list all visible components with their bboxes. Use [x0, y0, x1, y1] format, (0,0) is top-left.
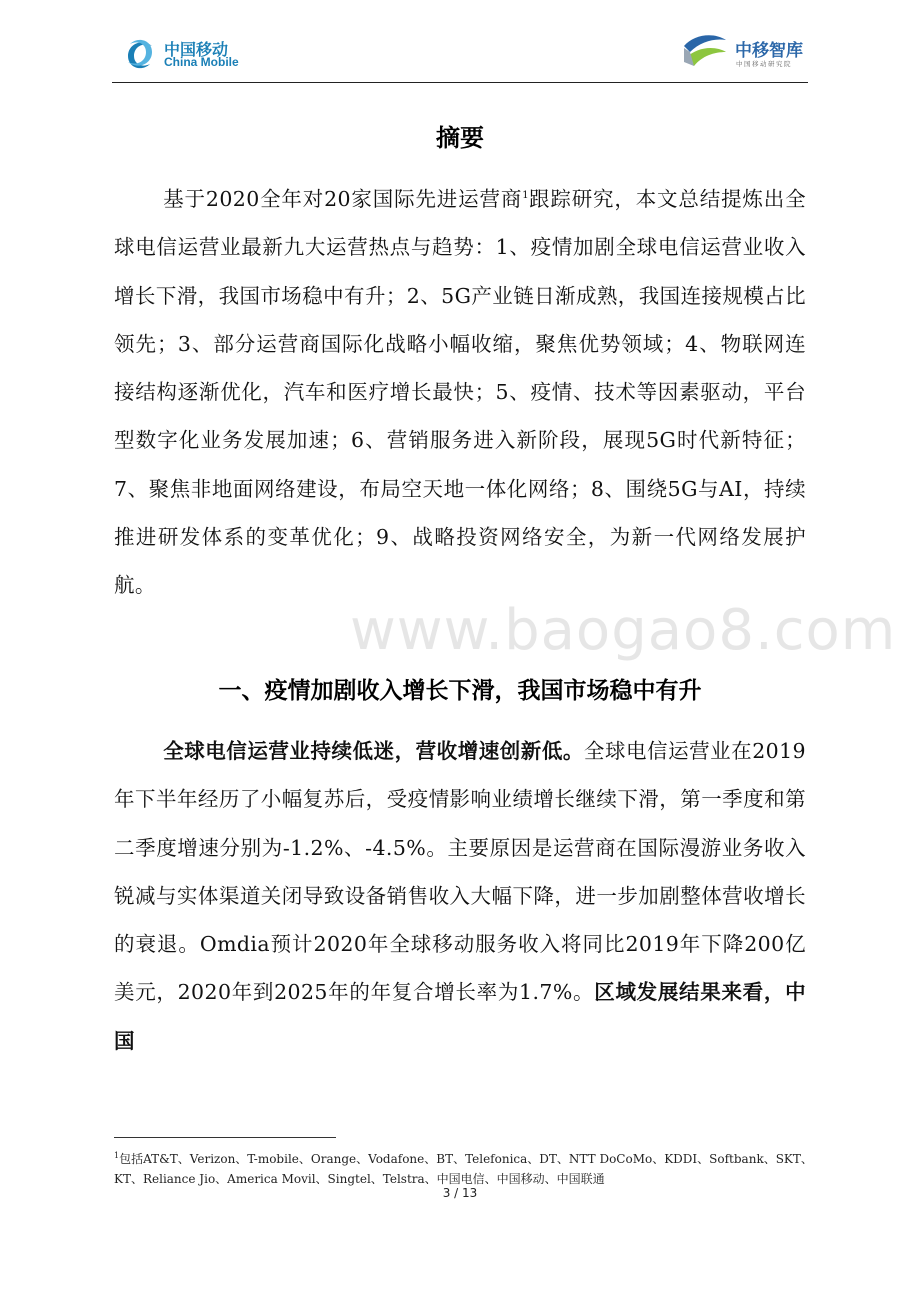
china-mobile-logo	[120, 34, 260, 74]
footnote-divider	[114, 1137, 336, 1138]
footnote	[114, 1146, 814, 1189]
think-tank-emblem-icon	[680, 28, 730, 74]
section-body: 全球电信运营业在2019年下半年经历了小幅复苏后，受疫情影响业绩增长继续下滑，第一季度和第二季度增速分别为-1.2%、-4.5%。主要原因是运营商在国际漫游业务收入锐减与实体渠道关闭导致设备销售收入大幅下降，进一步加剧整体营收增长的衰退。Omdia预计2020年全球移动服务收入将同比2019年下降200亿美元，2020年到2025年的年复合增长率为1.7%。	[114, 739, 806, 1005]
page-header	[0, 0, 920, 86]
cmri-think-tank-logo	[680, 28, 815, 76]
section-heading: 一、疫情加剧收入增长下滑，我国市场稳中有升	[218, 678, 702, 704]
china-mobile-cn-name: 中国移动	[164, 40, 229, 59]
section-paragraph	[114, 727, 806, 1065]
section-bold-tail: 区域发展结果来看，中国	[114, 980, 806, 1053]
think-tank-cn-name: 中移智库	[735, 41, 803, 61]
section-bold-lead: 全球电信运营业持续低迷，营收增速创新低。	[163, 739, 584, 763]
footnote-reference[interactable]: 1	[522, 190, 529, 201]
watermark: www.baogao8.com	[350, 598, 897, 663]
page-title: 摘要	[436, 124, 484, 152]
abstract-body: 跟踪研究，本文总结提炼出全球电信运营业最新九大运营热点与趋势：1、疫情加剧全球电信运营业收入增长下滑，我国市场稳中有升；2、5G产业链日渐成熟，我国连接规模占比领先；3、部分运营商国际化战略小幅收缩，聚焦优势领域；4、物联网连接结构逐渐优化，汽车和医疗增长最快；5、疫情、技术等因素驱动，平台型数字化业务发展加速；6、营销服务进入新阶段，展现5G时代新特征；7、聚焦非地面网络建设，布局空天地一体化网络；8、围绕5G与AI，持续推进研发体系的变革优化；9、战略投资网络安全，为新一代网络发展护航。	[114, 187, 807, 598]
china-mobile-emblem-icon	[120, 34, 160, 74]
footnote-mark: 1	[114, 1151, 120, 1160]
abstract-lead: 基于2020全年对20家国际先进运营商	[163, 187, 523, 211]
china-mobile-en-name: China Mobile	[164, 55, 239, 69]
footnote-text: 包括AT&T、Verizon、T-mobile、Orange、Vodafone、BT、Telefonica、DT、NTT DoCoMo、KDDI、Softbank、SKT、KT、Reliance Jio、America Movil、Singtel、Telstra、中国电信、中国移动、中国联通	[114, 1152, 813, 1186]
think-tank-subtitle: 中国移动研究院	[736, 60, 792, 68]
page-number: 3 / 13	[442, 1186, 478, 1200]
abstract-paragraph	[114, 172, 806, 610]
header-divider	[112, 82, 808, 83]
